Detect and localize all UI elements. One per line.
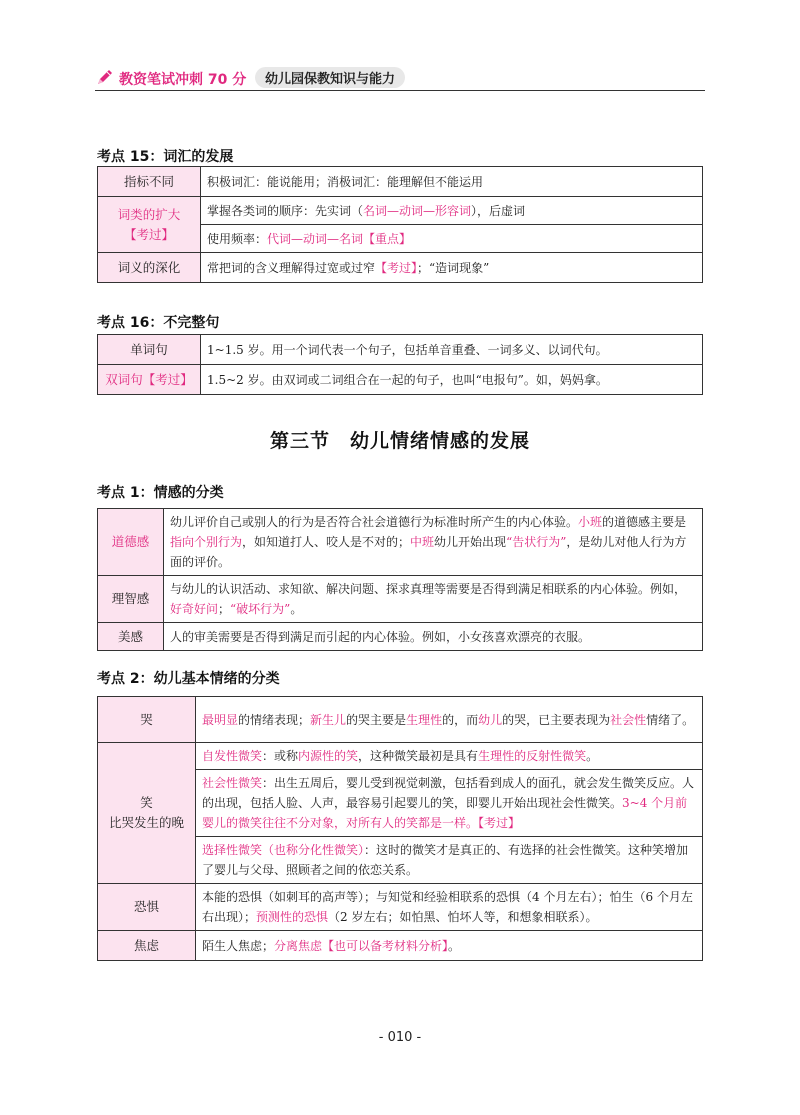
text-highlight: 最明显: [202, 712, 239, 727]
text-part: 的，而: [442, 712, 479, 727]
text-part: ；“造词现象”: [417, 260, 490, 275]
text-highlight: 生理性: [406, 712, 443, 727]
label-line: 笑: [140, 795, 153, 810]
text-part: 的道德感主要是: [602, 515, 687, 529]
text-highlight: 中班: [410, 535, 435, 549]
kp2-heading: 考点 2：幼儿基本情绪的分类: [97, 671, 280, 687]
text-part: 的哭主要是: [346, 712, 407, 727]
row-text: [196, 837, 703, 884]
row-label: 指标不同: [98, 167, 201, 197]
page-header: [95, 66, 705, 92]
row-text: 人的审美需要是否得到满足而引起的内心体验。例如，小女孩喜欢漂亮的衣服。: [164, 623, 703, 651]
row-text: [196, 770, 703, 837]
row-label: 词义的深化: [98, 253, 201, 283]
row-label: 道德感: [98, 509, 164, 576]
row-label: 美感: [98, 623, 164, 651]
row-label: [98, 197, 201, 253]
kp2-table: [97, 696, 703, 961]
text-part: 。: [586, 749, 599, 763]
text-part: 陌生人焦虑；: [202, 938, 275, 953]
text-highlight: 内源性的笑: [298, 749, 359, 763]
table-row: [98, 743, 703, 770]
text-highlight: 社会性: [610, 712, 647, 727]
subject-badge: 幼儿园保教知识与能力: [255, 67, 405, 88]
text-highlight: “破坏行为”: [230, 602, 291, 616]
row-text: [196, 884, 703, 931]
row-label: 理智感: [98, 576, 164, 623]
pencil-icon: [95, 67, 115, 87]
text-part: 掌握各类词的顺序：先实词（: [207, 203, 364, 218]
text-highlight: 幼儿: [478, 712, 503, 727]
header-rule: [95, 90, 705, 91]
row-label: [98, 365, 201, 395]
text-highlight: 自发性微笑: [202, 749, 263, 763]
table-row: [98, 365, 703, 395]
kp1-table: [97, 508, 703, 651]
text-part: 本能的恐惧（如刺耳的高声等）；与知觉和经验相联系的恐惧（4 个月左右）；怕生（6 个月左右出现）；: [202, 890, 693, 924]
table-row: [98, 335, 703, 365]
row-text: 1.5~2 岁。由双词或二词组合在一起的句子，也叫“电报句”。如，妈妈拿。: [201, 365, 703, 395]
text-part: ：或称: [262, 749, 299, 763]
row-label: 恐惧: [98, 884, 196, 931]
text-part: 常把词的含义理解得过宽或过窄: [207, 260, 376, 275]
text-highlight: 指向个别行为: [170, 535, 243, 549]
table-row: [98, 197, 703, 225]
text-part: ：出生五周后，婴儿受到视觉刺激，包括看到成人的面孔，就会发生微笑反应。人的出现，包括人脸、人声，最容易引起婴儿的笑，即婴儿开始出现社会性微笑。: [202, 776, 695, 810]
text-highlight: 新生儿: [310, 712, 347, 727]
page-number: - 010 -: [378, 1030, 422, 1045]
table-row: [98, 623, 703, 651]
label-line: 双词句: [105, 371, 143, 387]
text-part: ：这时的微笑才是真正的、有选择的社会性微笑。这种笑增加了婴儿与父母、照顾者之间的依恋关系。: [202, 843, 689, 877]
table-row: [98, 509, 703, 576]
label-tag: 【考过】: [142, 371, 193, 387]
table-row: [98, 167, 703, 197]
row-text: [196, 697, 703, 743]
text-highlight: 【考过】: [375, 260, 418, 275]
text-part: 情绪了。: [646, 712, 695, 727]
table-row: [98, 931, 703, 961]
text-part: ，是幼儿对他人行为方面的评价。: [170, 535, 687, 569]
kp1-heading: 考点 1：情感的分类: [97, 485, 224, 501]
text-part: 幼儿开始出现: [434, 535, 507, 549]
row-label: 焦虑: [98, 931, 196, 961]
row-text: [201, 225, 703, 253]
kp16-heading: 考点 16：不完整句: [97, 315, 220, 331]
text-highlight: 选择性微笑（也称分化性微笑）: [202, 843, 365, 857]
text-highlight: 3~4 个月前婴儿的微笑往往不分对象，对所有人的笑都是一样。【考过】: [202, 796, 688, 830]
section-title: 第三节 幼儿情绪情感的发展: [269, 430, 530, 452]
text-part: 。: [290, 602, 303, 616]
text-part: （2 岁左右；如怕黑、怕坏人等，和想象相联系）。: [328, 910, 598, 924]
text-part: 。: [448, 938, 461, 953]
table-row: [98, 253, 703, 283]
label-tag: 【考过】: [123, 226, 174, 242]
text-part: 使用频率：: [207, 231, 268, 246]
text-part: ，如知道打人、咬人是不对的；: [242, 535, 411, 549]
table-row: [98, 884, 703, 931]
text-part: 的情绪表现；: [238, 712, 311, 727]
row-text: [164, 576, 703, 623]
row-text: [164, 509, 703, 576]
text-part: 与幼儿的认识活动、求知欲、解决问题、探求真理等需要是否得到满足相联系的内心体验。例如，: [170, 582, 687, 596]
text-highlight: 名词—动词—形容词: [363, 203, 472, 218]
text-highlight: 生理性的反射性微笑: [478, 749, 587, 763]
text-highlight: “告状行为”: [506, 535, 567, 549]
text-part: ；: [218, 602, 231, 616]
text-highlight: 好奇好问: [170, 602, 219, 616]
label-line: 词类的扩大: [117, 206, 181, 222]
row-label: 单词句: [98, 335, 201, 365]
text-highlight: 分离焦虑【也可以备考材料分析】: [274, 938, 449, 953]
book-title: 教资笔试冲刺 70 分: [119, 72, 247, 88]
text-part: ，这种微笑最初是具有: [358, 749, 479, 763]
row-text: [196, 931, 703, 961]
row-label: [98, 743, 196, 884]
row-text: [196, 743, 703, 770]
text-part: ），后虚词: [471, 203, 526, 218]
label-line: 比哭发生的晚: [108, 815, 184, 830]
row-text: 积极词汇：能说能用；消极词汇：能理解但不能运用: [201, 167, 703, 197]
text-part: 幼儿评价自己或别人的行为是否符合社会道德行为标准时所产生的内心体验。: [170, 515, 579, 529]
row-text: [201, 253, 703, 283]
table-row: [98, 576, 703, 623]
text-part: 的哭，已主要表现为: [502, 712, 611, 727]
text-highlight: 小班: [578, 515, 603, 529]
row-text: [201, 197, 703, 225]
text-highlight: 代词—动词—名词【重点】: [267, 231, 412, 246]
kp15-heading: 考点 15：词汇的发展: [97, 149, 234, 165]
table-row: [98, 697, 703, 743]
row-label: 哭: [98, 697, 196, 743]
kp16-table: [97, 334, 703, 395]
text-highlight: 社会性微笑: [202, 776, 263, 790]
text-highlight: 预测性的恐惧: [256, 910, 329, 924]
row-text: 1~1.5 岁。用一个词代表一个句子，包括单音重叠、一词多义、以词代句。: [201, 335, 703, 365]
kp15-table: [97, 166, 703, 283]
